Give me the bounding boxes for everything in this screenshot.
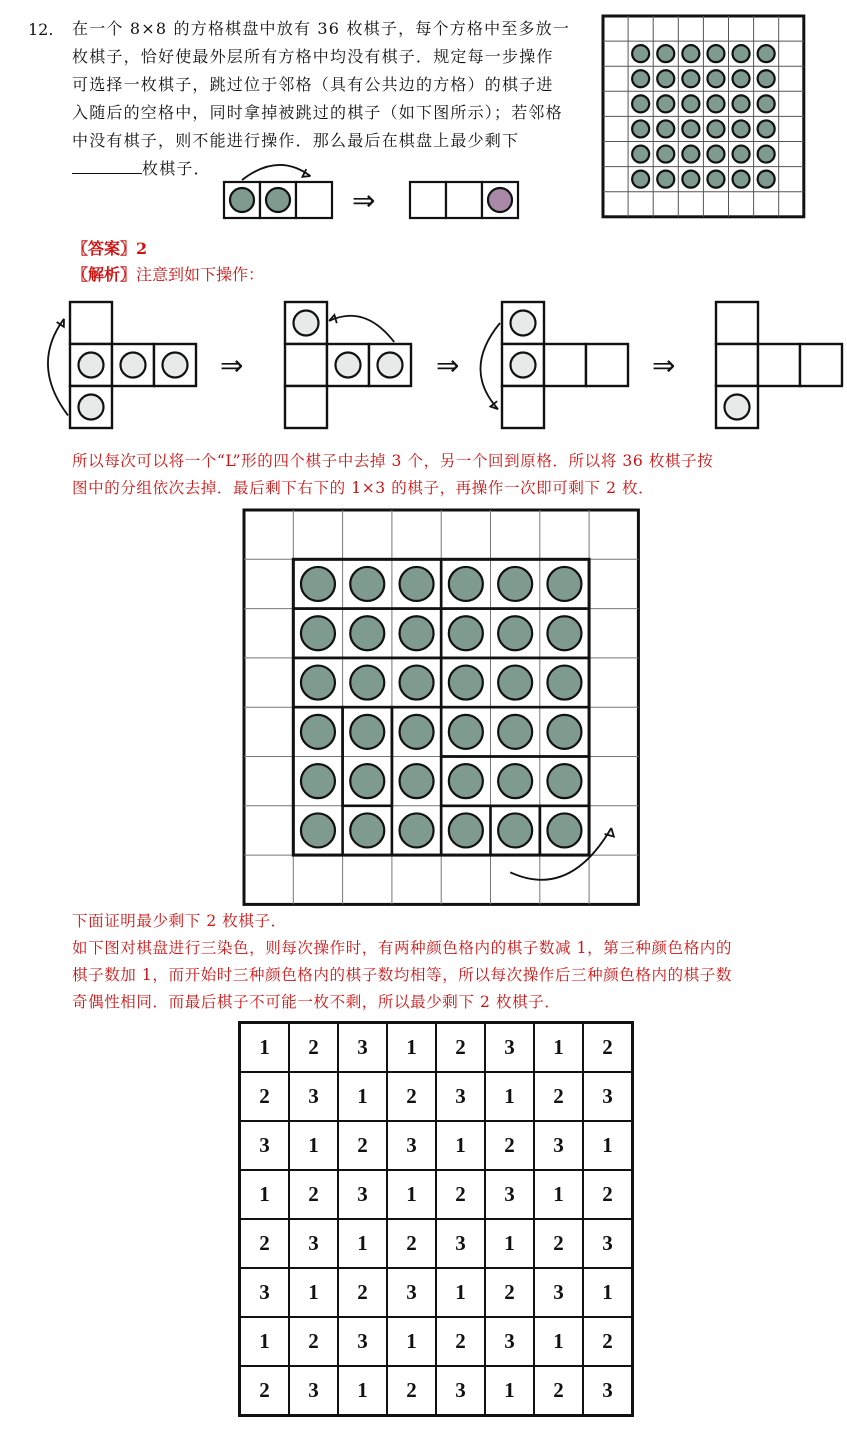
board-piece <box>498 666 532 700</box>
demo-piece <box>230 188 254 212</box>
grid-cell: 2 <box>583 1317 633 1366</box>
grid-cell: 3 <box>289 1219 338 1268</box>
grid-cell: 1 <box>485 1072 534 1121</box>
shape-cell <box>586 344 628 386</box>
explanation-line: 奇偶性相同．而最后棋子不可能一枚不剩，所以最少剩下 2 枚棋子． <box>72 993 561 1011</box>
grid-cell: 1 <box>387 1023 436 1073</box>
board-piece <box>547 715 581 749</box>
grid-cell: 3 <box>485 1170 534 1219</box>
grid-cell: 1 <box>436 1121 485 1170</box>
board-piece <box>758 120 775 137</box>
grid-cell: 3 <box>387 1121 436 1170</box>
grid-cell: 1 <box>534 1317 583 1366</box>
board-piece <box>498 813 532 847</box>
grid-cell: 3 <box>436 1072 485 1121</box>
grid-cell: 2 <box>240 1219 290 1268</box>
jump-arc <box>48 319 68 416</box>
shape-cell <box>285 386 327 428</box>
board-piece <box>733 120 750 137</box>
grid-cell: 3 <box>289 1366 338 1416</box>
answer-value: 2 <box>136 239 148 258</box>
demo-piece-result <box>488 188 512 212</box>
board-piece <box>707 70 724 87</box>
initial-board-figure <box>601 14 806 220</box>
board-piece <box>682 70 699 87</box>
grid-cell: 1 <box>387 1170 436 1219</box>
board-piece <box>449 813 483 847</box>
shape-cell <box>758 344 800 386</box>
board-piece <box>547 616 581 650</box>
grid-cell: 2 <box>338 1268 387 1317</box>
grid-row <box>240 1317 633 1366</box>
grid-cell: 3 <box>534 1121 583 1170</box>
question-line: 可选择一枚棋子，跳过位于邻格（具有公共边的方格）的棋子进 <box>72 75 554 94</box>
grid-cell: 2 <box>240 1366 290 1416</box>
board-piece <box>350 715 384 749</box>
shape-piece <box>511 311 536 336</box>
board-piece <box>707 171 724 188</box>
explanation-line: 图中的分组依次去掉．最后剩下右下的 1×3 的棋子，再操作一次即可剩下 2 枚． <box>72 479 655 497</box>
grid-cell: 3 <box>583 1072 633 1121</box>
grid-cell: 1 <box>289 1121 338 1170</box>
question-line: 入随后的空格中，同时拿掉被跳过的棋子（如下图所示）；若邻格 <box>72 103 563 122</box>
grid-row <box>240 1366 633 1416</box>
shape-piece <box>378 353 403 378</box>
grid-row <box>240 1023 633 1073</box>
shape-piece <box>79 353 104 378</box>
board-piece <box>758 45 775 62</box>
grid-cell: 1 <box>485 1366 534 1416</box>
grid-cell: 2 <box>485 1121 534 1170</box>
grid-cell: 3 <box>583 1219 633 1268</box>
shape-piece <box>336 353 361 378</box>
shape-piece <box>725 395 750 420</box>
question-line: 在一个 8×8 的方格棋盘中放有 36 枚棋子，每个方格中至多放一 <box>72 19 571 38</box>
board-piece <box>400 567 434 601</box>
explanation-1 <box>72 448 832 502</box>
board-piece <box>350 616 384 650</box>
grid-cell: 2 <box>387 1219 436 1268</box>
shape-cell <box>70 302 112 344</box>
grid-cell: 3 <box>289 1072 338 1121</box>
board-piece <box>733 70 750 87</box>
three-coloring-grid <box>238 1021 634 1417</box>
board-piece <box>449 764 483 798</box>
board-piece <box>498 715 532 749</box>
answer-blank <box>72 155 142 174</box>
board-piece <box>707 95 724 112</box>
grid-cell: 3 <box>485 1317 534 1366</box>
board-piece <box>682 171 699 188</box>
grid-cell: 2 <box>436 1317 485 1366</box>
board-piece <box>400 764 434 798</box>
board-piece <box>350 813 384 847</box>
board-piece <box>632 146 649 163</box>
grid-cell: 3 <box>583 1366 633 1416</box>
grid-cell: 2 <box>534 1219 583 1268</box>
board-piece <box>350 666 384 700</box>
board-piece <box>682 120 699 137</box>
board-piece <box>682 45 699 62</box>
grid-cell: 3 <box>338 1317 387 1366</box>
grid-cell: 3 <box>338 1170 387 1219</box>
board-piece <box>301 567 335 601</box>
grid-cell: 1 <box>534 1023 583 1073</box>
board-piece <box>707 45 724 62</box>
explanation-line: 所以每次可以将一个“L”形的四个棋子中去掉 3 个，另一个回到原格．所以将 36 枚棋子按 <box>72 452 714 470</box>
board-piece <box>657 70 674 87</box>
shape-cell <box>716 302 758 344</box>
grid-cell: 3 <box>436 1219 485 1268</box>
grid-cell: 1 <box>338 1366 387 1416</box>
analysis-line <box>72 262 264 285</box>
analysis-text: 注意到如下操作： <box>136 265 265 284</box>
grid-cell: 1 <box>289 1268 338 1317</box>
grid-cell: 3 <box>338 1023 387 1073</box>
grid-cell: 1 <box>338 1072 387 1121</box>
board-piece <box>657 95 674 112</box>
jump-arc <box>242 165 310 180</box>
shape-cell <box>285 344 327 386</box>
grid-cell: 3 <box>240 1121 290 1170</box>
grid-cell: 2 <box>485 1268 534 1317</box>
board-piece <box>400 715 434 749</box>
board-piece <box>547 666 581 700</box>
board-piece <box>632 45 649 62</box>
board-piece <box>547 813 581 847</box>
shape-cell <box>544 344 586 386</box>
board-piece <box>682 146 699 163</box>
board-piece <box>301 813 335 847</box>
grid-cell: 2 <box>583 1023 633 1073</box>
implies-arrow: ⇒ <box>652 349 676 382</box>
board-piece <box>758 146 775 163</box>
grid-cell: 2 <box>534 1366 583 1416</box>
board-piece <box>632 95 649 112</box>
board-piece <box>498 764 532 798</box>
shape-cell <box>800 344 842 386</box>
demo-piece <box>266 188 290 212</box>
board-piece <box>301 666 335 700</box>
question-text <box>72 15 592 183</box>
grid-row <box>240 1219 633 1268</box>
board-piece <box>449 616 483 650</box>
question-number: 12. <box>28 20 54 39</box>
grid-cell: 1 <box>583 1268 633 1317</box>
board-piece <box>400 813 434 847</box>
board-piece <box>449 567 483 601</box>
grid-cell: 2 <box>289 1317 338 1366</box>
grid-cell: 2 <box>534 1072 583 1121</box>
board-piece <box>733 45 750 62</box>
demo-cell <box>410 182 446 218</box>
grid-cell: 1 <box>534 1170 583 1219</box>
shape-cell <box>716 344 758 386</box>
grid-cell: 2 <box>583 1170 633 1219</box>
explanation-line: 如下图对棋盘进行三染色，则每次操作时，有两种颜色格内的棋子数减 1，第三种颜色格内的 <box>72 939 732 957</box>
board-piece <box>657 146 674 163</box>
board-piece <box>547 764 581 798</box>
board-piece <box>498 616 532 650</box>
grid-cell: 3 <box>436 1366 485 1416</box>
grid-cell: 2 <box>289 1023 338 1073</box>
analysis-label: 〖解析〗 <box>72 265 137 284</box>
jump-arc <box>329 316 394 342</box>
explanation-2 <box>72 908 832 1016</box>
board-piece <box>657 171 674 188</box>
board-piece <box>657 45 674 62</box>
board-piece <box>632 70 649 87</box>
board-piece <box>449 715 483 749</box>
shape-cell <box>502 386 544 428</box>
grid-row <box>240 1072 633 1121</box>
grid-row <box>240 1121 633 1170</box>
board-piece <box>301 764 335 798</box>
implies-arrow: ⇒ <box>352 184 376 217</box>
question-suffix: 枚棋子． <box>142 159 211 178</box>
explanation-line: 棋子数加 1，而开始时三种颜色格内的棋子数均相等，所以每次操作后三种颜色格内的棋子数 <box>72 966 732 984</box>
board-piece <box>758 70 775 87</box>
question-line: 枚棋子，恰好使最外层所有方格中均没有棋子．规定每一步操作 <box>72 47 554 66</box>
board-piece <box>547 567 581 601</box>
board-piece <box>498 567 532 601</box>
grid-cell: 1 <box>338 1219 387 1268</box>
board-piece <box>707 120 724 137</box>
shape-piece <box>121 353 146 378</box>
board-piece <box>657 120 674 137</box>
grid-cell: 2 <box>436 1170 485 1219</box>
board-piece <box>758 171 775 188</box>
question-line: 中没有棋子，则不能进行操作．那么最后在棋盘上最少剩下 <box>72 131 520 150</box>
shape-piece <box>294 311 319 336</box>
demo-cell <box>446 182 482 218</box>
board-piece <box>758 95 775 112</box>
grid-cell: 1 <box>583 1121 633 1170</box>
shape-piece <box>79 395 104 420</box>
board-piece <box>350 764 384 798</box>
grid-cell: 2 <box>387 1072 436 1121</box>
jump-demo-figure <box>222 160 522 220</box>
grouped-board-figure <box>242 508 640 905</box>
board-piece <box>632 120 649 137</box>
board-piece <box>733 171 750 188</box>
implies-arrow: ⇒ <box>436 349 460 382</box>
board-piece <box>632 171 649 188</box>
board-piece <box>301 715 335 749</box>
board-piece <box>400 666 434 700</box>
grid-row <box>240 1268 633 1317</box>
grid-cell: 1 <box>387 1317 436 1366</box>
board-piece <box>350 567 384 601</box>
board-piece <box>733 146 750 163</box>
grid-cell: 1 <box>485 1219 534 1268</box>
answer-label: 〖答案〗 <box>72 239 137 258</box>
grid-cell: 2 <box>338 1121 387 1170</box>
grid-cell: 1 <box>240 1023 290 1073</box>
grid-cell: 1 <box>436 1268 485 1317</box>
board-piece <box>707 146 724 163</box>
board-piece <box>400 616 434 650</box>
jump-arc <box>480 323 500 409</box>
board-piece <box>682 95 699 112</box>
grid-cell: 3 <box>240 1268 290 1317</box>
grid-row <box>240 1170 633 1219</box>
answer-line <box>72 236 147 259</box>
grid-cell: 2 <box>436 1023 485 1073</box>
grid-cell: 3 <box>534 1268 583 1317</box>
shape-piece <box>163 353 188 378</box>
grid-cell: 1 <box>240 1170 290 1219</box>
shape-piece <box>511 353 536 378</box>
grid-cell: 2 <box>289 1170 338 1219</box>
board-piece <box>301 616 335 650</box>
grid-cell: 3 <box>387 1268 436 1317</box>
demo-cell <box>296 182 332 218</box>
grid-cell: 2 <box>387 1366 436 1416</box>
board-piece <box>449 666 483 700</box>
l-shape-operation-sequence <box>0 290 847 430</box>
board-piece <box>733 95 750 112</box>
grid-cell: 1 <box>240 1317 290 1366</box>
explanation-line: 下面证明最少剩下 2 枚棋子． <box>72 912 287 930</box>
implies-arrow: ⇒ <box>220 349 244 382</box>
grid-cell: 3 <box>485 1023 534 1073</box>
grid-cell: 2 <box>240 1072 290 1121</box>
